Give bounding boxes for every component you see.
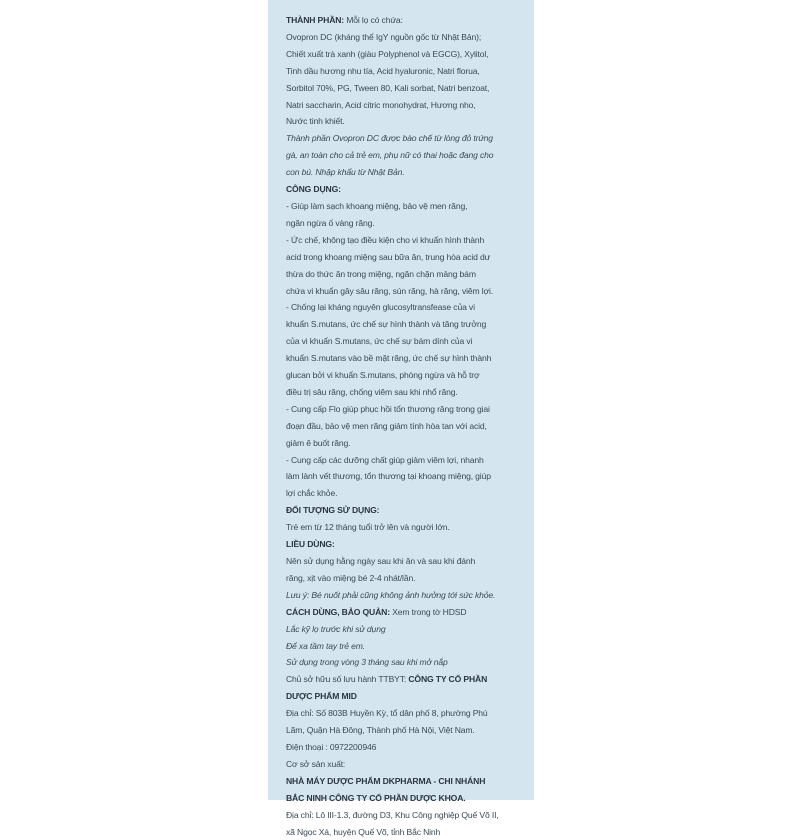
text-line: [286, 299, 520, 316]
heading-text: BẮC NINH CÔNG TY CỔ PHẦN DƯỢC KHOA.: [286, 793, 466, 803]
text-line: [286, 485, 520, 502]
body-text: - Cung cấp các dưỡng chất giúp giảm viêm lợi, nhanh: [286, 455, 484, 465]
text-line: [286, 249, 520, 266]
heading-text: THÀNH PHẦN:: [286, 15, 344, 25]
body-text: Natri saccharin, Acid citric monohydrat, Hương nho,: [286, 100, 476, 110]
body-text: Chiết xuất trà xanh (giàu Polyphenol và EGCG), Xylitol,: [286, 49, 488, 59]
text-line: [286, 367, 520, 384]
body-text: - Giúp làm sạch khoang miệng, bảo vệ men răng,: [286, 201, 467, 211]
text-line: [286, 604, 520, 621]
heading-text: CÁCH DÙNG, BẢO QUẢN:: [286, 607, 390, 617]
text-line: [286, 536, 520, 553]
text-line: [286, 63, 520, 80]
text-line: [286, 519, 520, 536]
text-line: [286, 638, 520, 655]
text-line: [286, 147, 520, 164]
text-line: [286, 384, 520, 401]
text-line: [286, 824, 520, 840]
text-line: [286, 181, 520, 198]
body-text: - Ức chế, không tạo điều kiện cho vi khuẩn hình thành: [286, 235, 484, 245]
text-line: [286, 756, 520, 773]
body-text: Lắc kỹ lọ trước khi sử dụng: [286, 624, 385, 634]
heading-text: DƯỢC PHẨM MID: [286, 691, 357, 701]
body-text: khuẩn S.mutans vào bề mặt răng, ức chế sự hình thành: [286, 353, 491, 363]
body-text: Mỗi lọ có chứa:: [344, 15, 403, 25]
body-text: - Cung cấp Flo giúp phục hồi tổn thương răng trong giai: [286, 404, 490, 414]
text-line: [286, 164, 520, 181]
body-text: Địa chỉ: Số 803B Huyền Kỳ, tổ dân phố 8, phường Phú: [286, 708, 488, 718]
heading-text: ĐỐI TƯỢNG SỬ DỤNG:: [286, 505, 379, 515]
body-text: gà, an toàn cho cả trẻ em, phụ nữ có thai hoặc đang cho: [286, 150, 493, 160]
body-text: của vi khuẩn S.mutans, ức chế sự bám dính của vi: [286, 336, 472, 346]
text-line: [286, 316, 520, 333]
body-text: đoạn đầu, bảo vệ men răng giảm tính hòa tan với acid,: [286, 421, 487, 431]
body-text: Tinh dầu hương nhu tía, Acid hyaluronic, Natri florua,: [286, 66, 480, 76]
body-text: Thành phần Ovopron DC được bào chế từ lòng đỏ trứng: [286, 133, 493, 143]
body-text: Ovopron DC (kháng thể IgY nguồn gốc từ Nhật Bản);: [286, 32, 481, 42]
body-text: Sorbitol 70%, PG, Tween 80, Kali sorbat, Natri benzoat,: [286, 83, 489, 93]
body-text: răng, xịt vào miệng bé 2-4 nhát/lần.: [286, 573, 415, 583]
text-line: [286, 232, 520, 249]
body-text: giảm ê buốt răng.: [286, 438, 350, 448]
body-text: khuẩn S.mutans, ức chế sự hình thành và tăng trưởng: [286, 319, 486, 329]
body-text: - Chống lại kháng nguyên glucosyltransfease của vi: [286, 302, 475, 312]
text-line: [286, 80, 520, 97]
text-line: [286, 502, 520, 519]
text-line: [286, 12, 520, 29]
text-line: [286, 722, 520, 739]
text-line: [286, 705, 520, 722]
body-text: Cơ sở sản xuất:: [286, 759, 345, 769]
text-line: [286, 46, 520, 63]
body-text: thừa do thức ăn trong miệng, ngăn chặn mảng bám: [286, 269, 476, 279]
heading-text: LIỀU DÙNG:: [286, 539, 335, 549]
body-text: Nước tinh khiết.: [286, 116, 345, 126]
body-text: Lưu ý: Bé nuốt phải cũng không ảnh hưởng tới sức khỏe.: [286, 590, 495, 600]
text-line: [286, 688, 520, 705]
text-line: [286, 671, 520, 688]
text-line: [286, 807, 520, 824]
body-text: con bú. Nhập khẩu từ Nhật Bản.: [286, 167, 404, 177]
text-line: [286, 418, 520, 435]
body-text: Để xa tầm tay trẻ em.: [286, 641, 365, 651]
text-line: [286, 198, 520, 215]
text-line: [286, 435, 520, 452]
text-line: [286, 654, 520, 671]
text-line: [286, 333, 520, 350]
text-line: [286, 350, 520, 367]
body-text: ngăn ngừa ố vàng răng.: [286, 218, 374, 228]
body-text: Điện thoại : 0972200946: [286, 742, 376, 752]
body-text: xã Ngọc Xá, huyện Quế Võ, tỉnh Bắc Ninh: [286, 827, 440, 837]
text-line: [286, 401, 520, 418]
text-line: [286, 452, 520, 469]
body-text: điều trị sâu răng, chống viêm sau khi nhổ răng.: [286, 387, 458, 397]
text-line: [286, 773, 520, 790]
text-line: [286, 215, 520, 232]
body-text: Xem trong tờ HDSD: [390, 607, 466, 617]
text-line: [286, 130, 520, 147]
text-line: [286, 570, 520, 587]
heading-text: CÔNG TY CỔ PHẦN: [408, 674, 487, 684]
text-line: [286, 97, 520, 114]
body-text: Lãm, Quận Hà Đông, Thành phố Hà Nội, Việt Nam.: [286, 725, 475, 735]
text-line: [286, 621, 520, 638]
body-text: Chủ sở hữu số lưu hành TTBYT:: [286, 674, 408, 684]
text-line: [286, 553, 520, 570]
text-line: [286, 29, 520, 46]
text-line: [286, 283, 520, 300]
body-text: Nên sử dụng hằng ngày sau khi ăn và sau khi đánh: [286, 556, 475, 566]
text-line: [286, 266, 520, 283]
text-line: [286, 468, 520, 485]
body-text: chứa vi khuẩn gây sâu răng, sún răng, hà răng, viêm lợi.: [286, 286, 493, 296]
text-line: [286, 790, 520, 807]
heading-text: CÔNG DỤNG:: [286, 184, 341, 194]
text-line: [286, 113, 520, 130]
heading-text: NHÀ MÁY DƯỢC PHẨM DKPHARMA - CHI NHÁNH: [286, 776, 485, 786]
text-line: [286, 587, 520, 604]
body-text: Sử dụng trong vòng 3 tháng sau khi mở nắp: [286, 657, 448, 667]
body-text: Trẻ em từ 12 tháng tuổi trở lên và người lớn.: [286, 522, 450, 532]
body-text: làm lành vết thương, tổn thương tại khoang miệng, giúp: [286, 471, 491, 481]
body-text: lợi chắc khỏe.: [286, 488, 337, 498]
body-text: acid trong khoang miệng sau bữa ăn, trung hòa acid dư: [286, 252, 490, 262]
body-text: Địa chỉ: Lô III-1.3, đường D3, Khu Công nghiệp Quế Võ II,: [286, 810, 499, 820]
text-line: [286, 739, 520, 756]
body-text: glucan bởi vi khuẩn S.mutans, phòng ngừa và hỗ trợ: [286, 370, 479, 380]
product-info-text: [286, 12, 520, 840]
